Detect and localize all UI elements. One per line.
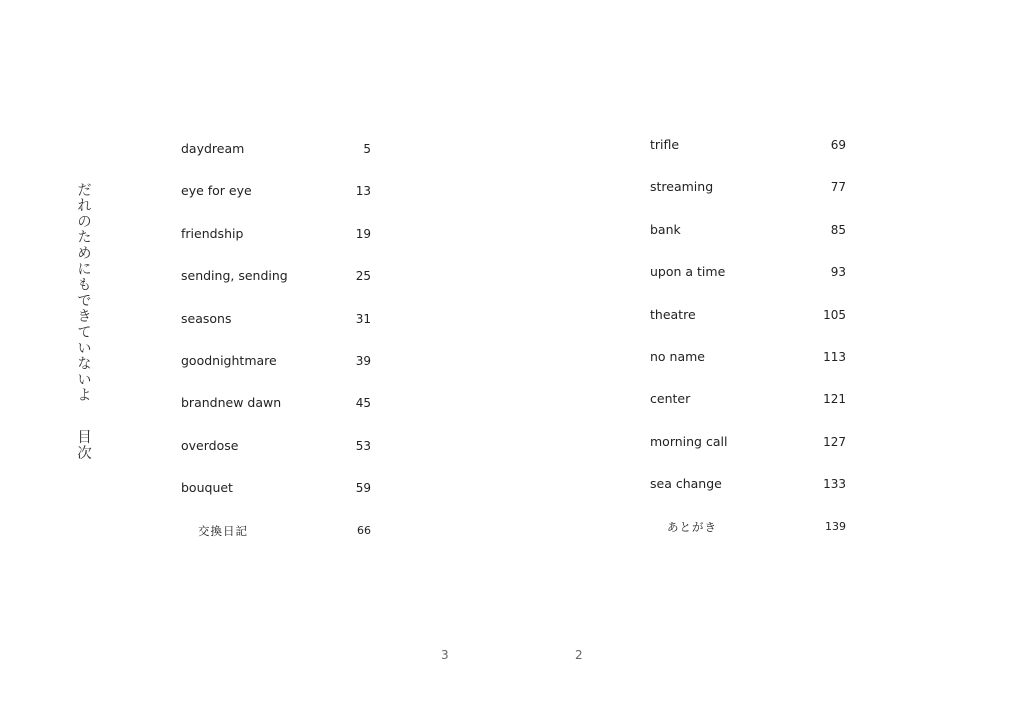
toc-entry-page: 5: [363, 142, 371, 156]
toc-entry-page: 105: [823, 307, 846, 322]
toc-entry: [650, 220, 846, 262]
toc-entry-title: sending, sending: [181, 268, 288, 284]
toc-entry: [650, 135, 846, 177]
toc-list-right: [650, 135, 846, 559]
toc-entry-title: 交換日記: [198, 523, 248, 538]
toc-entry: [181, 224, 371, 266]
toc-entry-page: 93: [830, 265, 846, 280]
toc-entry-title: eye for eye: [181, 183, 252, 199]
toc-entry-page: 127: [823, 434, 846, 449]
toc-list-left: [181, 139, 371, 563]
toc-entry: [650, 389, 846, 431]
toc-entry-title: no name: [650, 348, 705, 364]
toc-entry: [181, 181, 371, 223]
toc-entry: [650, 432, 846, 474]
toc-entry-page: 85: [830, 222, 846, 237]
toc-entry-title: theatre: [650, 306, 696, 322]
toc-entry: [650, 262, 846, 304]
toc-entry-title: goodnightmare: [181, 352, 277, 368]
toc-entry-exchange-diary: [181, 521, 371, 563]
page-number-left: 3: [441, 648, 449, 662]
toc-entry-title: upon a time: [650, 264, 726, 280]
toc-entry-title: daydream: [181, 141, 245, 156]
toc-entry: [181, 478, 371, 520]
toc-entry: [181, 266, 371, 308]
toc-entry: [650, 177, 846, 219]
toc-entry-page: 45: [355, 396, 371, 411]
toc-entry-page: 121: [823, 392, 846, 407]
page-number-right: 2: [575, 648, 583, 662]
toc-entry: [181, 436, 371, 478]
toc-entry: [181, 393, 371, 435]
toc-entry-title: streaming: [650, 179, 714, 195]
toc-entry-title: bank: [650, 221, 681, 237]
toc-entry: [181, 351, 371, 393]
toc-entry-title: seasons: [181, 310, 232, 326]
toc-heading: 目次: [75, 429, 91, 461]
toc-entry-page: 133: [823, 477, 846, 492]
book-title: だれのためにもできていないよ: [75, 182, 91, 404]
toc-entry-title: あとがき: [667, 519, 717, 534]
toc-entry-title: trifle: [650, 137, 680, 152]
toc-entry-afterword: [650, 517, 846, 559]
toc-entry-title: morning call: [650, 433, 728, 449]
toc-entry-title: friendship: [181, 225, 244, 241]
toc-entry-title: bouquet: [181, 480, 233, 496]
toc-entry-page: 39: [355, 353, 371, 368]
toc-entry-title: brandnew dawn: [181, 395, 282, 411]
toc-entry-page: 53: [355, 438, 371, 453]
toc-entry-page: 59: [355, 481, 371, 496]
toc-entry-title: overdose: [181, 437, 239, 453]
toc-entry-page: 31: [355, 311, 371, 326]
toc-entry-page: 25: [355, 269, 371, 284]
toc-entry-page: 19: [355, 226, 371, 241]
toc-entry: [650, 347, 846, 389]
toc-entry: [181, 309, 371, 351]
toc-entry-title: center: [650, 391, 691, 407]
toc-entry: [650, 474, 846, 516]
toc-entry: [650, 305, 846, 347]
toc-entry-page: 77: [830, 180, 846, 195]
toc-entry-title: sea change: [650, 476, 722, 492]
toc-entry-page: 13: [355, 184, 371, 199]
toc-entry-page: 69: [830, 138, 846, 152]
toc-entry-page: 139: [825, 519, 846, 533]
toc-entry: [181, 139, 371, 181]
toc-entry-page: 113: [823, 349, 846, 364]
toc-entry-page: 66: [357, 523, 371, 537]
vertical-title-block: [70, 182, 94, 482]
